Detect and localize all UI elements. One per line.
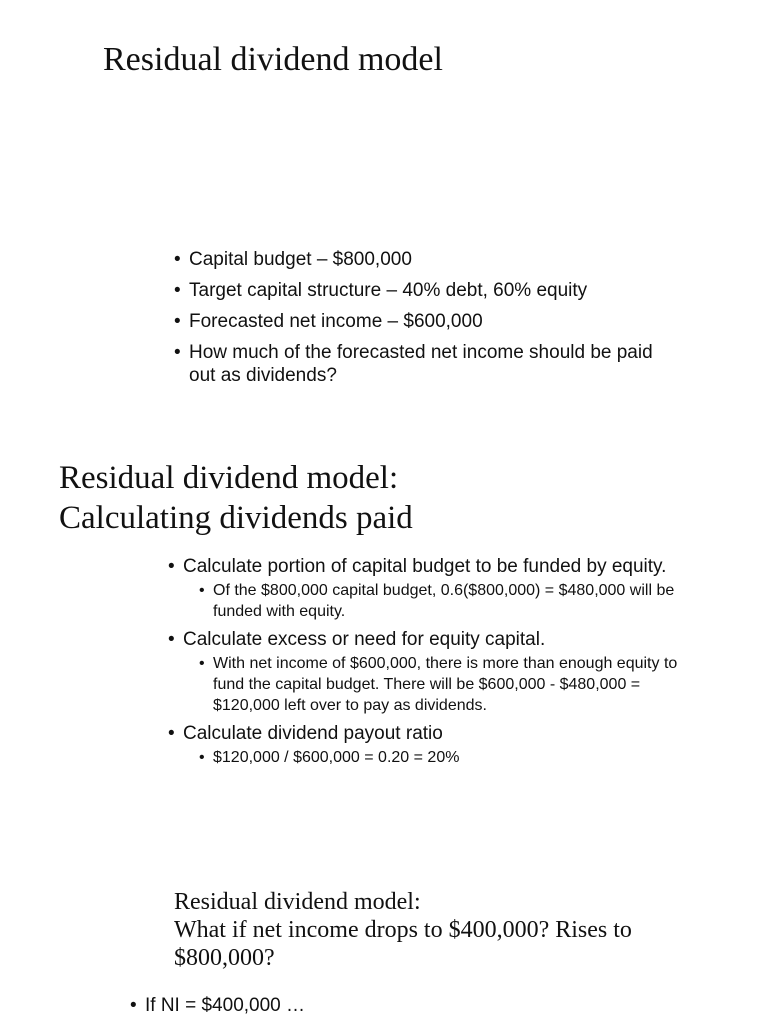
slide1-bullet-list bbox=[174, 248, 674, 395]
list-item-text: Calculate dividend payout ratio bbox=[183, 723, 443, 744]
list-item: • Capital budget – $800,000 bbox=[174, 248, 674, 271]
sub-list-item: • $120,000 / $600,000 = 0.20 = 20% bbox=[199, 747, 688, 768]
slide3-bullet-list bbox=[130, 994, 630, 1017]
sub-list bbox=[199, 580, 688, 622]
sub-list bbox=[199, 747, 688, 768]
sub-list bbox=[199, 653, 688, 716]
slide2-bullet-list bbox=[168, 555, 688, 774]
slide2-title bbox=[59, 458, 413, 538]
slide3-title bbox=[174, 888, 654, 972]
slide2-title-line1: Residual dividend model: bbox=[59, 460, 399, 496]
list-item bbox=[168, 628, 688, 716]
slide1-title: Residual dividend model bbox=[103, 41, 443, 78]
list-item bbox=[168, 722, 688, 768]
list-item: • If NI = $400,000 … bbox=[130, 994, 630, 1017]
slide3-title-line1: Residual dividend model: bbox=[174, 889, 421, 915]
list-item-text: Calculate excess or need for equity capital. bbox=[183, 629, 546, 650]
list-item: • Forecasted net income – $600,000 bbox=[174, 310, 674, 333]
slide2-title-line2: Calculating dividends paid bbox=[59, 500, 413, 536]
slide3-title-line2: What if net income drops to $400,000? Rises to $800,000? bbox=[174, 917, 632, 971]
list-item: • How much of the forecasted net income should be paid out as dividends? bbox=[174, 341, 674, 387]
list-item bbox=[168, 555, 688, 622]
list-item-text: Calculate portion of capital budget to be funded by equity. bbox=[183, 556, 667, 577]
sub-list-item: • Of the $800,000 capital budget, 0.6($800,000) = $480,000 will be funded with equity. bbox=[199, 580, 688, 622]
list-item: • Target capital structure – 40% debt, 60% equity bbox=[174, 279, 674, 302]
sub-list-item: • With net income of $600,000, there is more than enough equity to fund the capital budget. There will be $600,000 - $480,000 = $120,000 left over to pay as dividends. bbox=[199, 653, 688, 716]
